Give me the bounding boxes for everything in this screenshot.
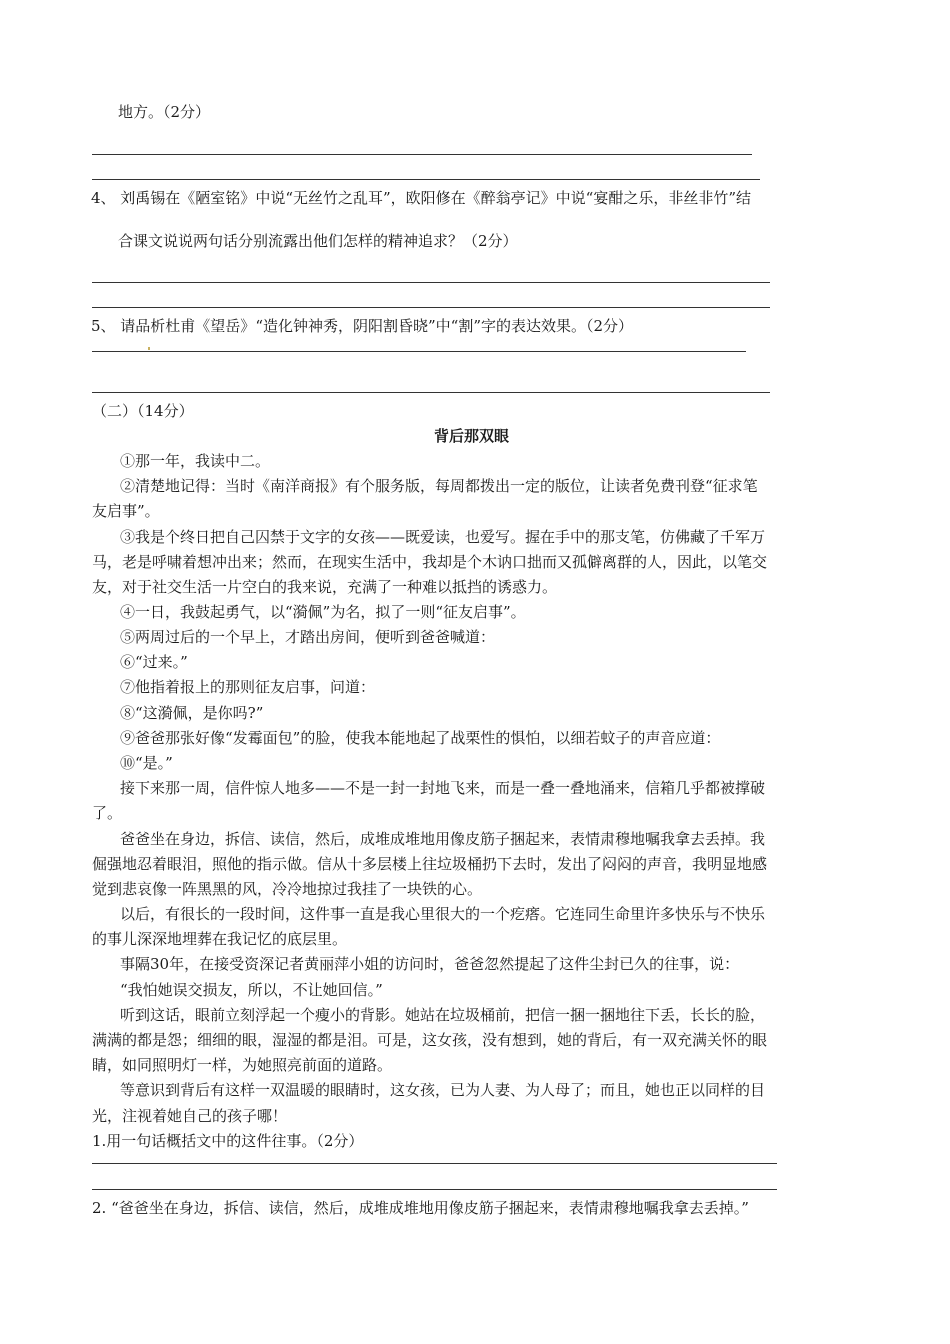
section-header: （二）（14分）: [92, 402, 194, 420]
passage-line: ⑧“这漪佩，是你吗?”: [120, 704, 264, 722]
answer-line: [92, 307, 770, 308]
passage-line: 事隔30年，在接受资深记者黄丽萍小姐的访问时，爸爸忽然提起了这件尘封已久的往事，说：: [120, 955, 740, 973]
passage-line: ②清楚地记得：当时《南洋商报》有个服务版，每周都拨出一定的版位，让读者免费刊登“征求笔: [120, 477, 758, 495]
passage-line: ⑥“过来。”: [120, 653, 188, 671]
passage-line: 马，老是呼啸着想冲出来；然而，在现实生活中，我却是个木讷口拙而又孤僻离群的人，因此，以笔交: [92, 553, 768, 571]
passage-line: 睛，如同照明灯一样，为她照亮前面的道路。: [92, 1056, 393, 1074]
passage-line: ⑤两周过后的一个早上，才踏出房间，便听到爸爸喊道：: [120, 628, 496, 646]
passage-line: 以后，有很长的一段时间，这件事一直是我心里很大的一个疙瘩。它连同生命里许多快乐与不快乐: [120, 905, 766, 923]
passage-line: 友启事”。: [92, 502, 160, 520]
answer-line: [92, 392, 770, 393]
passage-line: 爸爸坐在身边，拆信、读信，然后，成堆成堆地用像皮筋子捆起来，表情肃穆地嘱我拿去丢掉。我: [120, 830, 766, 848]
passage-line: ③我是个终日把自己囚禁于文字的女孩——既爱读，也爱写。握在手中的那支笔，仿佛藏了千军万: [120, 528, 766, 546]
q5-text: 5、 请品析杜甫《望岳》“造化钟神秀，阴阳割昏晓”中“割”字的表达效果。（2分）: [91, 317, 634, 335]
passage-title: 背后那双眼: [434, 427, 510, 445]
passage-line: 接下来那一周，信件惊人地多——不是一封一封地飞来，而是一叠一叠地涌来，信箱几乎都被撑破: [120, 779, 766, 797]
answer-line: [92, 1189, 777, 1190]
answer-line: [92, 1163, 777, 1164]
q4-line-2: 合课文说说两句话分别流露出他们怎样的精神追求？（2分）: [118, 232, 518, 250]
passage-line: 倔强地忍着眼泪，照他的指示做。信从十多层楼上往垃圾桶扔下去时，发出了闷闷的声音，我明显地感: [92, 855, 768, 873]
answer-line: [92, 351, 746, 352]
answer-line: [92, 154, 752, 155]
s2-question-2: 2. “爸爸坐在身边，拆信、读信，然后，成堆成堆地用像皮筋子捆起来，表情肃穆地嘱我拿去丢掉。”: [92, 1199, 749, 1217]
s2-question-1: 1.用一句话概括文中的这件往事。（2分）: [92, 1132, 364, 1150]
passage-line: 友，对于社交生活一片空白的我来说，充满了一种难以抵挡的诱惑力。: [92, 578, 558, 596]
passage-line: 的事儿深深地埋葬在我记忆的底层里。: [92, 930, 348, 948]
passage-line: ⑦他指着报上的那则征友启事，问道：: [120, 678, 376, 696]
answer-line: [92, 282, 770, 283]
answer-line: [92, 179, 760, 180]
passage-line: ①那一年，我读中二。: [120, 452, 271, 470]
passage-line: ⑨爸爸那张好像“发霉面包”的脸，使我本能地起了战栗性的惧怕，以细若蚊子的声音应道：: [120, 729, 721, 747]
scan-speck: [148, 347, 150, 350]
passage-line: ④一日，我鼓起勇气，以“漪佩”为名，拟了一则“征友启事”。: [120, 603, 526, 621]
q3-score-text: 地方。（2分）: [118, 103, 211, 121]
passage-line: “我怕她误交损友，所以，不让她回信。”: [120, 981, 383, 999]
q4-line-1: 4、 刘禹锡在《陋室铭》中说“无丝竹之乱耳”，欧阳修在《醉翁亭记》中说“宴酣之乐，非丝非竹”结: [91, 189, 751, 207]
passage-line: 听到这话，眼前立刻浮起一个瘦小的背影。她站在垃圾桶前，把信一捆一捆地往下丢，长长的脸，: [120, 1006, 766, 1024]
passage-line: 满满的都是怨；细细的眼，湿湿的都是泪。可是，这女孩，没有想到，她的背后，有一双充满关怀的眼: [92, 1031, 768, 1049]
passage-line: 了。: [92, 804, 123, 822]
passage-line: 光，注视着她自己的孩子哪！: [92, 1107, 288, 1125]
passage-line: 等意识到背后有这样一双温暖的眼睛时，这女孩，已为人妻、为人母了；而且，她也正以同样的目: [120, 1081, 766, 1099]
passage-line: ⑩“是。”: [120, 754, 173, 772]
passage-line: 觉到悲哀像一阵黑黑的风，冷冷地掠过我挂了一块铁的心。: [92, 880, 483, 898]
